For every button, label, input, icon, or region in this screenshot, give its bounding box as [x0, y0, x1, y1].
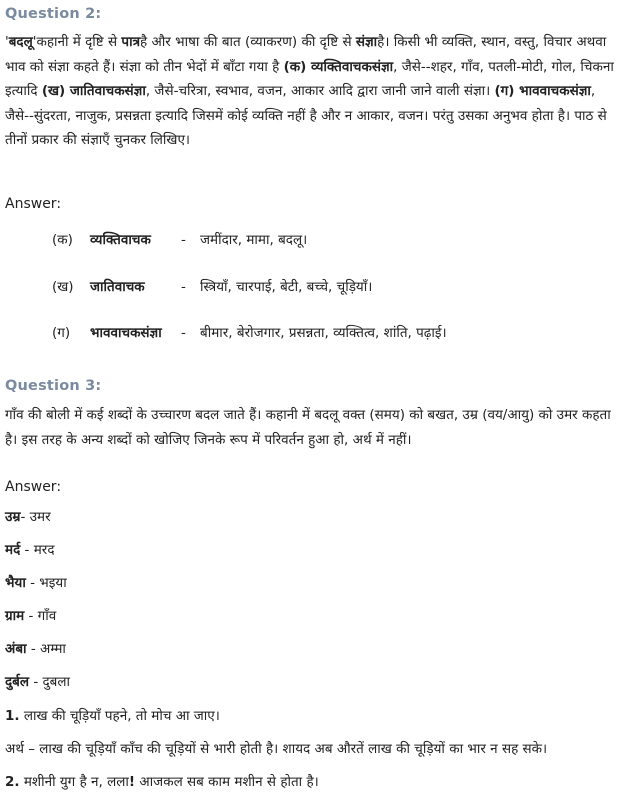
word-pair: ग्राम - गाँव [5, 608, 57, 624]
row-term: भाववाचकसंज्ञा [90, 325, 162, 341]
row-words: स्त्रियाँ, चारपाई, बेटी, बच्चे, चूड़ियाँ। [200, 279, 373, 295]
question-3-text: गाँव की बोली में कई शब्दों के उच्चारण बदल जाते हैं। कहानी में बदलू वक्त (समय) को बखत, उम्र (वय/आयु) को उमर कहता है। इस तरह के अन्य शब्दों को खोजिए जिनके रूप में परिवर्तन हुआ हो, अर्थ में नहीं। [5, 407, 611, 448]
word-pair: उम्र- उमर [5, 509, 51, 525]
row-term: व्यक्तिवाचक [90, 232, 151, 248]
word-pair: अंबा - अम्मा [5, 641, 66, 657]
row-dash: - [181, 232, 186, 248]
question-2-heading: Question 2: [5, 6, 102, 22]
example-sentence-1: 1. लाख की चूड़ियाँ पहने, तो मोच आ जाए। [5, 708, 220, 724]
row-marker: (ख) [52, 279, 74, 295]
row-dash: - [181, 325, 186, 341]
row-marker: (क) [52, 232, 73, 248]
answer-row [0, 228, 623, 252]
question-2-answer-label: Answer: [5, 196, 62, 212]
question-3-heading: Question 3: [5, 378, 102, 394]
row-words: जमींदार, मामा, बदलू। [200, 232, 308, 248]
word-pair: मर्द - मरद [5, 542, 55, 558]
word-pair: भैया - भइया [5, 575, 67, 591]
row-dash: - [181, 279, 186, 295]
answer-row [0, 275, 623, 299]
question-3-answer-label: Answer: [5, 479, 62, 495]
example-meaning-1: अर्थ – लाख की चूड़ियाँ काँच की चूड़ियों से भारी होती है। शायद अब औरतें लाख की चूड़ियों का भार न सह सके। [5, 741, 548, 757]
row-term: जातिवाचक [90, 279, 145, 295]
question-2-text: 'बदलू'कहानी में दृष्टि से पात्रहै और भाषा की बात (व्याकरण) की दृष्टि से संज्ञाहै। किसी भी व्यक्ति, स्थान, वस्तु, विचार अथवा भाव को संज्ञा कहते हैं। संज्ञा को तीन भेदों में बाँटा गया है (क) व्यक्तिवाचकसंज्ञा, जैसे--शहर, गाँव, पतली-मोटी, गोल, चिकना इत्यादि (ख) जातिवाचकसंज्ञा, जैसे-चरित्रा, स्वभाव, वजन, आकार आदि द्वारा जानी जाने वाली संज्ञा। (ग) भाववाचकसंज्ञा, जैसे--सुंदरता, नाजुक, प्रसन्नता इत्यादि जिसमें कोई व्यक्ति नहीं है और न आकार, वजन। परंतु उसका अनुभव होता है। पाठ से तीनों प्रकार की संज्ञाएँ चुनकर लिखिए। [5, 34, 614, 148]
word-pair: दुर्बल - दुबला [5, 674, 71, 690]
answer-row [0, 321, 623, 345]
example-sentence-2: 2. मशीनी युग है न, लला! आजकल सब काम मशीन से होता है। [5, 774, 319, 790]
row-marker: (ग) [52, 325, 71, 341]
row-words: बीमार, बेरोजगार, प्रसन्नता, व्यक्तित्व, शांति, पढ़ाई। [200, 325, 447, 341]
